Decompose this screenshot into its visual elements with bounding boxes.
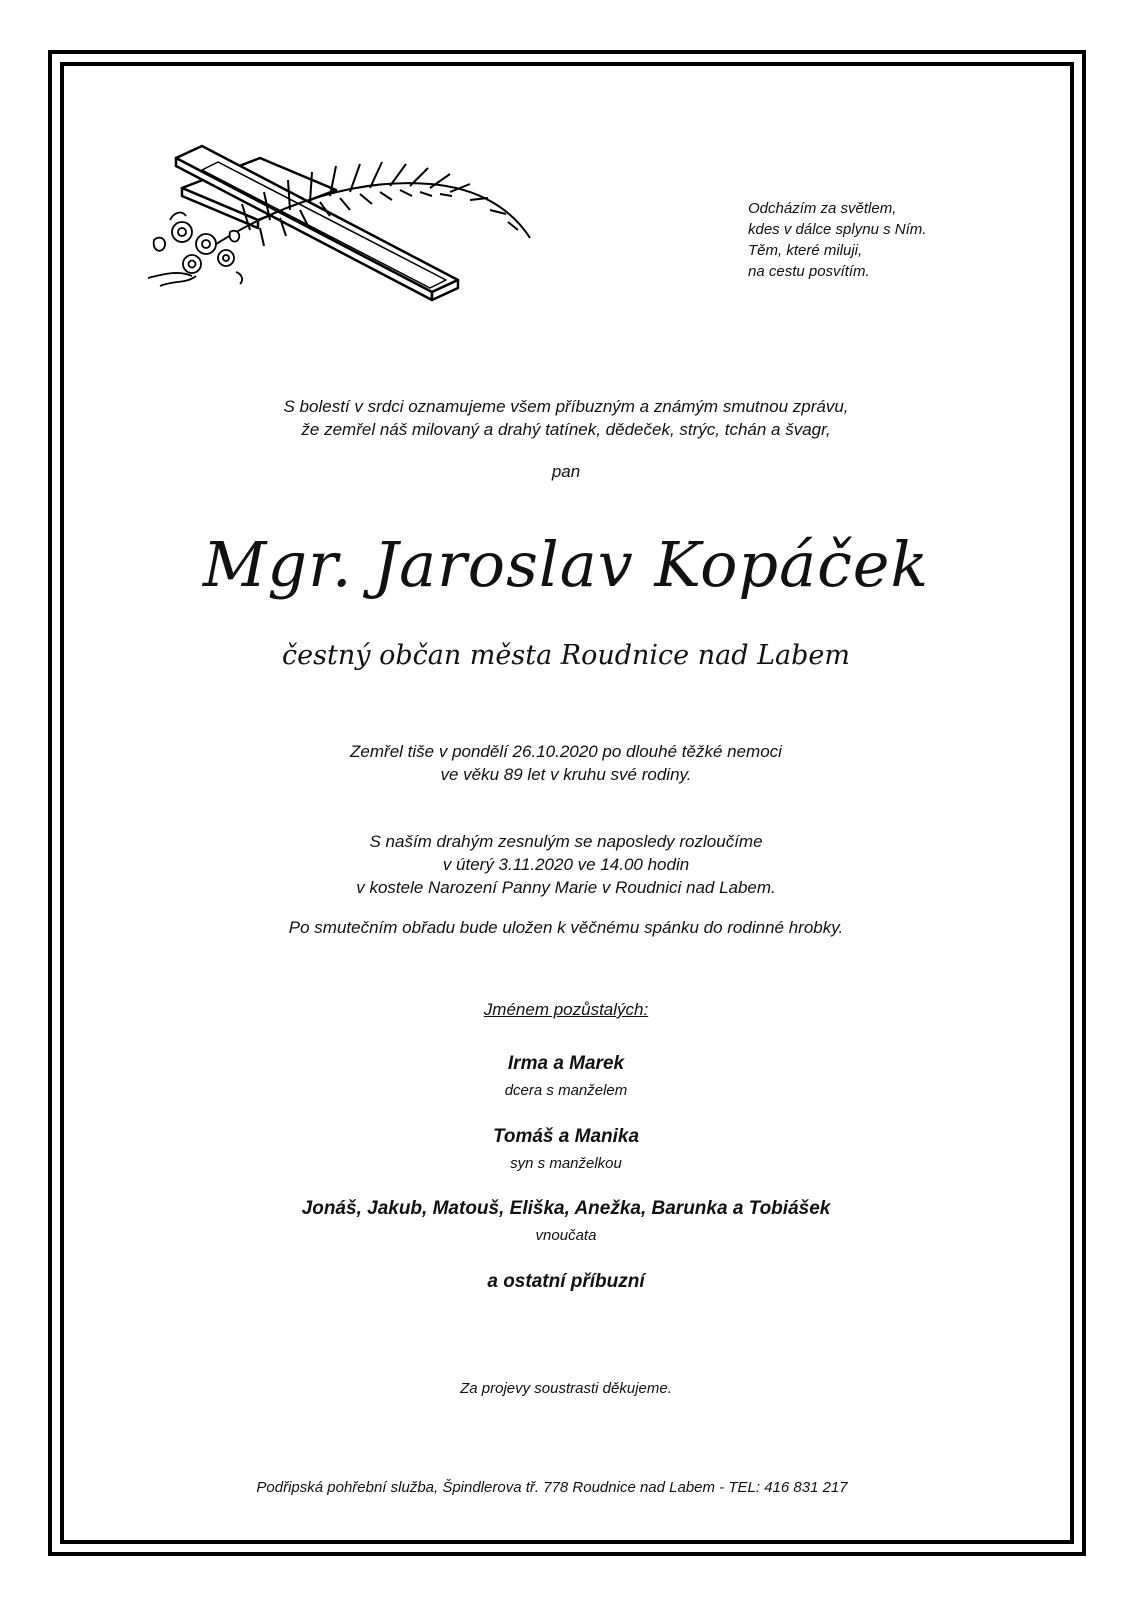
mourner-relation: vnoučata [535,1227,597,1244]
death-line-1: Zemřel tiše v pondělí 26.10.2020 po dlouhé těžké nemoci [350,742,782,761]
announcement-line-1: S bolestí v srdci oznamujeme všem příbuzným a známým smutnou zprávu, [283,397,849,416]
mourner-relation: dcera s manželem [504,1082,628,1099]
mourner-names: Irma a Marek [507,1053,625,1074]
poem-line: Odcházím za světlem, [748,200,897,217]
deceased-title: čestný občan města Roudnice nad Labem [282,640,850,671]
poem-line: Těm, které miluji, [748,242,863,259]
death-line-2: ve věku 89 let v kruhu své rodiny. [440,765,692,784]
announcement [0,395,1132,441]
death-notice [0,740,1132,786]
funeral-service-footer: Podřipská pohřební služba, Špindlerova tř. 778 Roudnice nad Labem - TEL: 416 831 217 [256,1479,848,1496]
ceremony-line-1: S naším drahým zesnulým se naposledy rozloučíme [369,832,763,851]
poem [748,198,926,282]
mourner-names: Jonáš, Jakub, Matouš, Eliška, Anežka, Barunka a Tobiášek [301,1198,831,1219]
cross-palm-icon [140,140,550,310]
ceremony-line-2: v úterý 3.11.2020 ve 14.00 hodin [442,855,690,874]
ceremony-info [0,830,1132,899]
poem-line: na cestu posvítím. [748,263,870,280]
thanks: Za projevy soustrasti děkujeme. [460,1380,672,1397]
mourner-relation: syn s manželkou [510,1155,622,1172]
burial-info: Po smutečním obřadu bude uložen k věčnému spánku do rodinné hrobky. [288,918,844,937]
announcement-line-2: že zemřel náš milovaný a drahý tatínek, dědeček, strýc, tchán a švagr, [301,420,831,439]
ceremony-line-3: v kostele Narození Panny Marie v Roudnici nad Labem. [356,878,776,897]
mourners-heading: Jménem pozůstalých: [483,1000,649,1019]
salutation: pan [551,462,581,481]
deceased-name: Mgr. Jaroslav Kopáček [202,528,930,601]
other-relatives: a ostatní příbuzní [487,1271,645,1292]
poem-line: kdes v dálce splynu s Ním. [748,221,927,238]
mourner-names: Tomáš a Manika [492,1126,640,1147]
